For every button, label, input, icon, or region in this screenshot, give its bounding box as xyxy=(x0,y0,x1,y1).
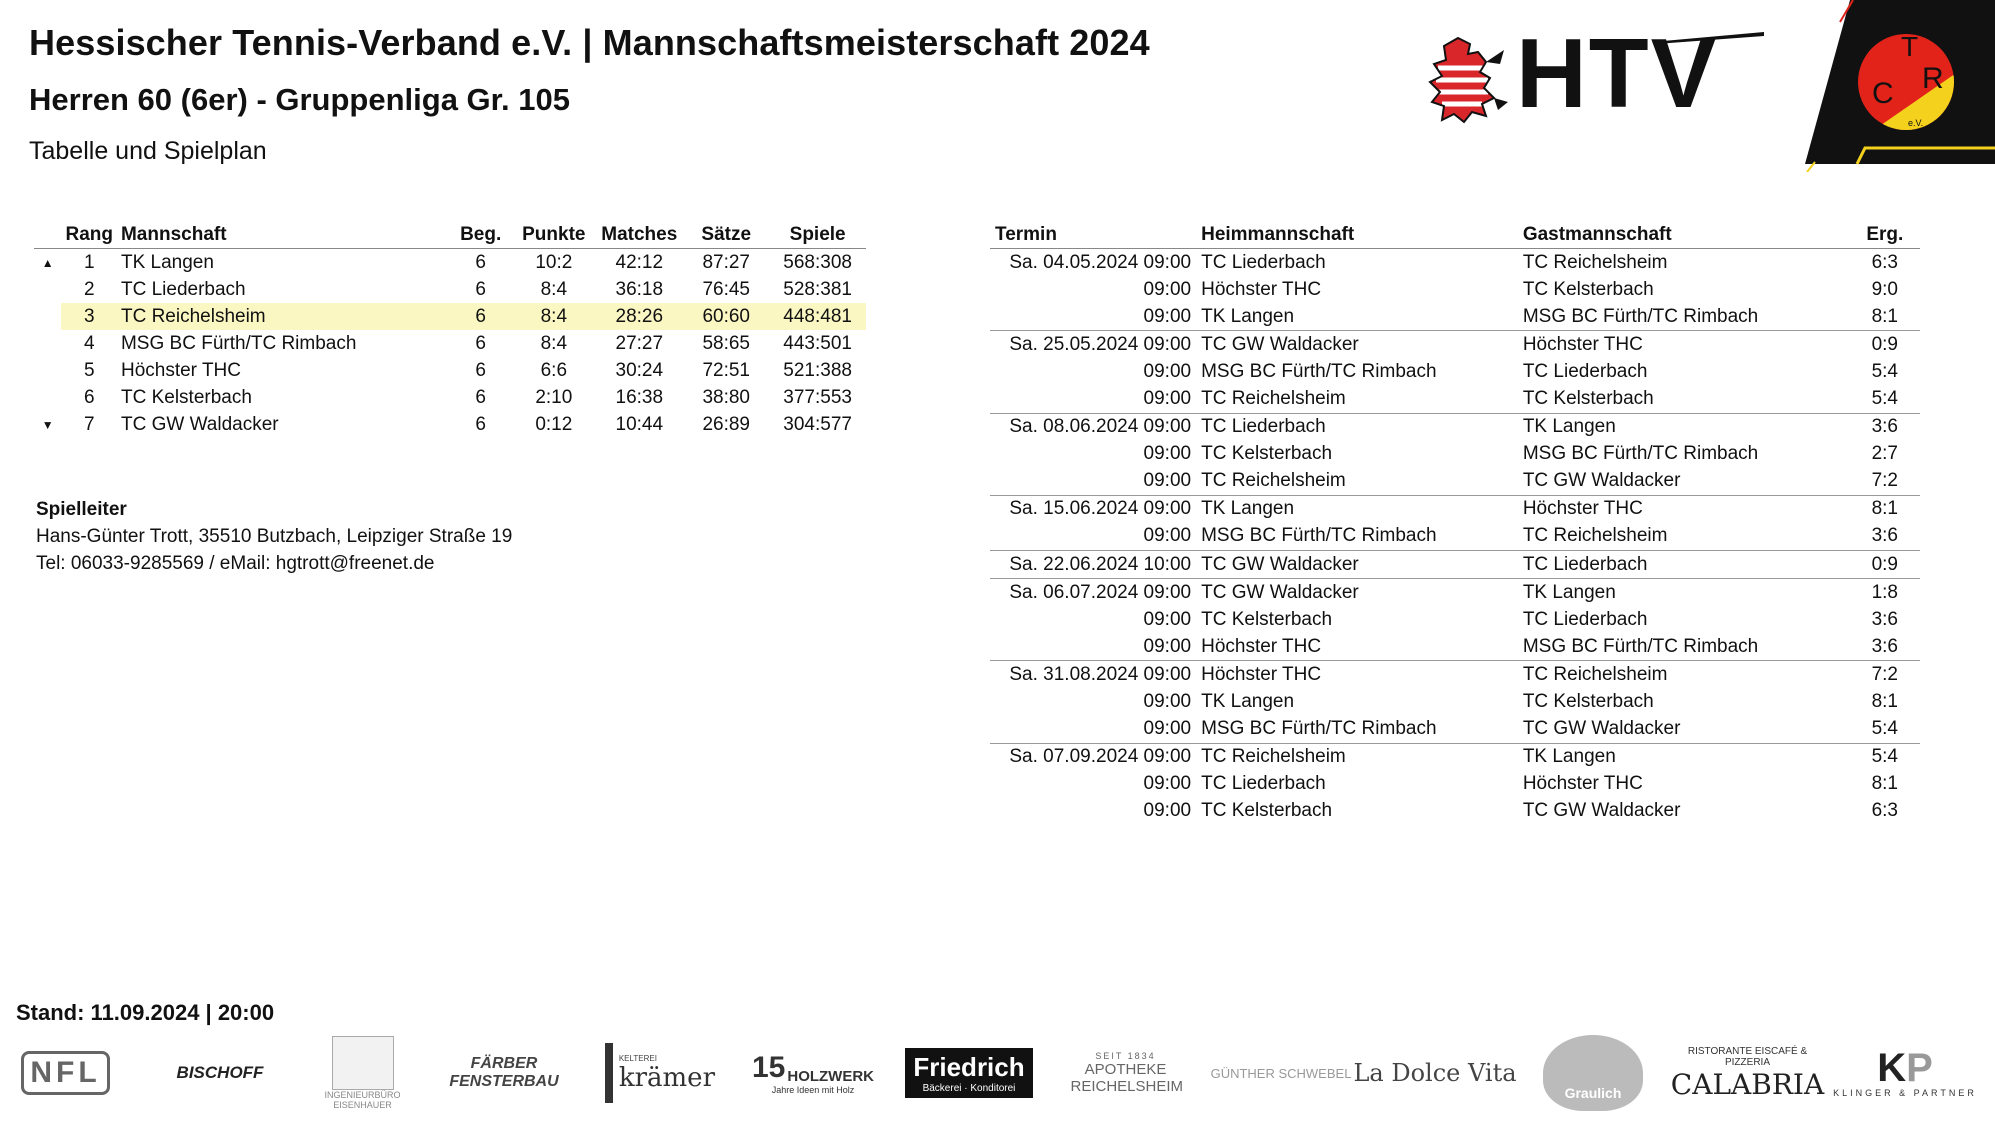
schedule-home-team: TC Liederbach xyxy=(1196,413,1518,441)
schedule-termin: 09:00 xyxy=(1143,305,1192,327)
col-header-erg: Erg. xyxy=(1850,222,1920,249)
schedule-away-team: TC Kelsterbach xyxy=(1522,691,1654,713)
col-header-gast: Gastmannschaft xyxy=(1518,222,1850,249)
col-header-rang: Rang xyxy=(61,222,117,249)
schedule-termin: Sa. 31.08.2024 09:00 xyxy=(990,661,1196,689)
standings-saetze: 76:45 xyxy=(702,278,750,300)
htv-logo xyxy=(1424,18,1764,128)
schedule-home-team: TK Langen xyxy=(1201,691,1295,713)
standings-team: TK Langen xyxy=(120,251,214,273)
schedule-row xyxy=(990,385,1920,413)
standings-team: MSG BC Fürth/TC Rimbach xyxy=(120,332,357,354)
standings-row xyxy=(34,276,866,303)
schedule-result: 3:6 xyxy=(1871,608,1898,630)
sponsor-klinger-logo: KP KLINGER & PARTNER xyxy=(1833,1046,1977,1098)
schedule-away-team: TC Kelsterbach xyxy=(1522,278,1654,300)
schedule-termin: 09:00 xyxy=(1143,635,1192,657)
schedule-termin: 09:00 xyxy=(1143,388,1192,410)
schedule-termin: 09:00 xyxy=(1143,525,1192,547)
schedule-away-team: TC Kelsterbach xyxy=(1522,388,1654,410)
schedule-row xyxy=(990,358,1920,385)
page-title: Hessischer Tennis-Verband e.V. | Mannschaftsmeisterschaft 2024 xyxy=(29,22,1150,63)
standings-matches: 27:27 xyxy=(615,332,664,354)
sponsor-schwebel-logo: GÜNTHER SCHWEBEL xyxy=(1210,1065,1352,1081)
schedule-away-team: Höchster THC xyxy=(1522,773,1643,795)
col-header-mannschaft: Mannschaft xyxy=(117,222,449,249)
schedule-home-team: Höchster THC xyxy=(1201,635,1322,657)
col-header-heim: Heimmannschaft xyxy=(1196,222,1518,249)
schedule-termin: Sa. 22.06.2024 10:00 xyxy=(990,551,1196,579)
schedule-result: 1:8 xyxy=(1850,579,1920,607)
schedule-row xyxy=(990,468,1920,496)
schedule-away-team: TC Reichelsheim xyxy=(1518,661,1850,689)
schedule-row xyxy=(990,606,1920,633)
schedule-result: 2:7 xyxy=(1871,443,1898,465)
schedule-termin: 09:00 xyxy=(1143,691,1192,713)
standings-table xyxy=(34,222,866,438)
sponsor-bar xyxy=(0,1028,1995,1122)
schedule-row xyxy=(990,743,1920,771)
schedule-result: 3:6 xyxy=(1850,413,1920,441)
schedule-away-team: TC Reichelsheim xyxy=(1522,525,1668,547)
sponsor-kraemer-logo: KELTEREI krämer xyxy=(605,1028,715,1118)
schedule-termin: 09:00 xyxy=(1143,443,1192,465)
schedule-away-team: TC Liederbach xyxy=(1522,360,1648,382)
standings-beg: 6 xyxy=(475,386,486,408)
col-header-punkte: Punkte xyxy=(512,222,595,249)
sponsor-holzwerk-logo: 15 HOLZWERK Jahre Ideen mit Holz xyxy=(751,1051,875,1095)
standings-punkte: 8:4 xyxy=(512,303,595,330)
schedule-result: 7:2 xyxy=(1850,661,1920,689)
standings-header-row xyxy=(34,222,866,249)
schedule-away-team: TC Reichelsheim xyxy=(1522,251,1668,273)
standings-row xyxy=(34,330,866,357)
lion-icon xyxy=(1424,32,1510,128)
schedule-result: 7:2 xyxy=(1871,470,1898,492)
standings-punkte: 6:6 xyxy=(540,359,568,381)
sponsor-nfl-logo: NFL xyxy=(8,1028,123,1118)
standings-beg: 6 xyxy=(475,359,486,381)
sponsor-dolcevita-logo: La Dolce Vita xyxy=(1353,1059,1517,1087)
standings-beg: 6 xyxy=(475,278,486,300)
schedule-home-team: MSG BC Fürth/TC Rimbach xyxy=(1201,718,1437,740)
schedule-result: 8:1 xyxy=(1850,495,1920,523)
standings-spiele: 521:388 xyxy=(783,359,852,381)
schedule-home-team: TK Langen xyxy=(1196,495,1518,523)
spielleiter-heading: Spielleiter xyxy=(36,499,127,520)
schedule-result: 0:9 xyxy=(1850,551,1920,579)
standings-trend-icon xyxy=(34,330,61,357)
standings-punkte: 8:4 xyxy=(540,332,568,354)
schedule-result: 5:4 xyxy=(1850,743,1920,771)
spielleiter-contact: Tel: 06033-9285569 / eMail: hgtrott@freenet.de xyxy=(36,553,435,574)
schedule-home-team: TC GW Waldacker xyxy=(1196,331,1518,359)
schedule-result: 8:1 xyxy=(1871,773,1898,795)
schedule-row xyxy=(990,276,1920,303)
schedule-row xyxy=(990,495,1920,523)
standings-beg: 6 xyxy=(475,332,486,354)
schedule-row xyxy=(990,716,1920,744)
stand-timestamp: Stand: 11.09.2024 | 20:00 xyxy=(16,1000,275,1025)
standings-spiele: 443:501 xyxy=(783,332,852,354)
standings-trend-icon: ▼ xyxy=(41,417,54,432)
schedule-termin: 09:00 xyxy=(1143,360,1192,382)
standings-team: TC Kelsterbach xyxy=(120,386,252,408)
sponsor-eisenhauer-logo: INGENIEURBÜRO EISENHAUER xyxy=(320,1028,405,1118)
schedule-termin: 09:00 xyxy=(1143,718,1192,740)
trend-col-header xyxy=(34,222,61,249)
schedule-table xyxy=(990,222,1920,825)
schedule-home-team: TC Reichelsheim xyxy=(1201,388,1346,410)
standings-trend-icon xyxy=(34,303,61,330)
standings-rank: 1 xyxy=(83,251,95,273)
standings-saetze: 38:80 xyxy=(702,386,750,408)
svg-text:C: C xyxy=(1872,77,1894,110)
standings-trend-icon xyxy=(34,276,61,303)
htv-swoosh xyxy=(1652,32,1764,44)
schedule-row xyxy=(990,661,1920,689)
sponsor-faerber-logo: FÄRBER FENSTERBAU xyxy=(449,1055,559,1090)
col-header-saetze: Sätze xyxy=(683,222,769,249)
schedule-home-team: MSG BC Fürth/TC Rimbach xyxy=(1201,525,1437,547)
schedule-result: 8:1 xyxy=(1871,691,1898,713)
standings-matches: 10:44 xyxy=(615,413,664,435)
spielleiter-block xyxy=(36,496,512,577)
sponsor-apotheke-logo: SEIT 1834 APOTHEKE REICHELSHEIM xyxy=(1070,1051,1184,1095)
standings-rank: 4 xyxy=(83,332,95,354)
standings-trend-icon: ▲ xyxy=(41,255,54,270)
schedule-away-team: TK Langen xyxy=(1518,413,1850,441)
schedule-home-team: TC Reichelsheim xyxy=(1196,743,1518,771)
col-header-spiele: Spiele xyxy=(769,222,866,249)
standings-matches: 28:26 xyxy=(595,303,683,330)
sponsor-bischoff-logo: BISCHOFF xyxy=(176,1063,264,1082)
standings-beg: 6 xyxy=(475,413,486,435)
schedule-result: 5:4 xyxy=(1871,718,1898,740)
schedule-termin: 09:00 xyxy=(1143,470,1192,492)
schedule-row xyxy=(990,579,1920,607)
standings-row xyxy=(34,411,866,438)
schedule-away-team: TC GW Waldacker xyxy=(1522,800,1681,822)
standings-row xyxy=(34,303,866,330)
standings-matches: 42:12 xyxy=(615,251,664,273)
col-header-matches: Matches xyxy=(595,222,683,249)
sponsor-calabria-logo: RISTORANTE EISCAFÉ & PIZZERIA CALABRIA xyxy=(1670,1045,1825,1101)
standings-row xyxy=(34,384,866,411)
standings-row xyxy=(34,357,866,384)
standings-trend-icon xyxy=(34,384,61,411)
schedule-away-team: MSG BC Fürth/TC Rimbach xyxy=(1522,443,1759,465)
schedule-termin: Sa. 25.05.2024 09:00 xyxy=(990,331,1196,359)
schedule-termin: Sa. 07.09.2024 09:00 xyxy=(990,743,1196,771)
section-subtitle: Tabelle und Spielplan xyxy=(29,137,267,165)
schedule-home-team: TC Reichelsheim xyxy=(1201,470,1346,492)
schedule-result: 5:4 xyxy=(1871,360,1898,382)
schedule-row xyxy=(990,523,1920,551)
schedule-row xyxy=(990,249,1920,277)
standings-matches: 36:18 xyxy=(615,278,664,300)
svg-text:R: R xyxy=(1922,62,1944,95)
schedule-termin: 09:00 xyxy=(1143,278,1192,300)
schedule-away-team: TC Liederbach xyxy=(1518,551,1850,579)
standings-spiele: 528:381 xyxy=(783,278,852,300)
schedule-away-team: MSG BC Fürth/TC Rimbach xyxy=(1522,305,1759,327)
schedule-result: 6:3 xyxy=(1871,800,1898,822)
sponsor-friedrich-logo: Friedrich Bäckerei · Konditorei xyxy=(910,1028,1028,1118)
standings-punkte: 8:4 xyxy=(540,278,568,300)
standings-trend-icon xyxy=(34,357,61,384)
standings-saetze: 72:51 xyxy=(702,359,750,381)
standings-team: Höchster THC xyxy=(120,359,241,381)
standings-spiele: 304:577 xyxy=(783,413,852,435)
schedule-termin: 09:00 xyxy=(1143,800,1192,822)
standings-beg: 6 xyxy=(449,303,512,330)
tcr-club-logo xyxy=(1805,0,1995,172)
standings-rank: 2 xyxy=(83,278,95,300)
schedule-away-team: Höchster THC xyxy=(1518,495,1850,523)
svg-text:T: T xyxy=(1901,31,1919,62)
standings-saetze: 26:89 xyxy=(702,413,750,435)
standings-punkte: 2:10 xyxy=(535,386,573,408)
schedule-termin: 09:00 xyxy=(1143,608,1192,630)
standings-row xyxy=(34,249,866,277)
schedule-row xyxy=(990,771,1920,798)
schedule-away-team: Höchster THC xyxy=(1518,331,1850,359)
schedule-termin: Sa. 15.06.2024 09:00 xyxy=(990,495,1196,523)
standings-saetze: 60:60 xyxy=(683,303,769,330)
schedule-away-team: TC Liederbach xyxy=(1522,608,1648,630)
schedule-away-team: MSG BC Fürth/TC Rimbach xyxy=(1522,635,1759,657)
standings-spiele: 448:481 xyxy=(769,303,866,330)
standings-spiele: 377:553 xyxy=(783,386,852,408)
standings-matches: 30:24 xyxy=(615,359,664,381)
schedule-home-team: TC Kelsterbach xyxy=(1201,800,1333,822)
schedule-row xyxy=(990,798,1920,825)
schedule-home-team: TC Liederbach xyxy=(1201,773,1326,795)
schedule-home-team: MSG BC Fürth/TC Rimbach xyxy=(1201,360,1437,382)
schedule-row xyxy=(990,303,1920,331)
schedule-result: 9:0 xyxy=(1871,278,1898,300)
schedule-result: 0:9 xyxy=(1850,331,1920,359)
schedule-row xyxy=(990,413,1920,441)
schedule-result: 8:1 xyxy=(1871,305,1898,327)
standings-spiele: 568:308 xyxy=(783,251,852,273)
schedule-away-team: TK Langen xyxy=(1518,743,1850,771)
schedule-home-team: TC Kelsterbach xyxy=(1201,608,1333,630)
standings-beg: 6 xyxy=(475,251,486,273)
htv-wordmark: HTV xyxy=(1516,18,1718,128)
schedule-away-team: TC GW Waldacker xyxy=(1522,470,1681,492)
schedule-home-team: Höchster THC xyxy=(1201,278,1322,300)
standings-rank: 3 xyxy=(61,303,117,330)
standings-team: TC Reichelsheim xyxy=(117,303,449,330)
schedule-home-team: Höchster THC xyxy=(1196,661,1518,689)
league-subtitle: Herren 60 (6er) - Gruppenliga Gr. 105 xyxy=(29,82,570,117)
schedule-away-team: TC GW Waldacker xyxy=(1522,718,1681,740)
schedule-home-team: TC Kelsterbach xyxy=(1201,443,1333,465)
schedule-result: 3:6 xyxy=(1871,525,1898,547)
standings-rank: 6 xyxy=(83,386,95,408)
schedule-result: 5:4 xyxy=(1871,388,1898,410)
schedule-home-team: TK Langen xyxy=(1201,305,1295,327)
standings-matches: 16:38 xyxy=(615,386,664,408)
schedule-home-team: TC GW Waldacker xyxy=(1196,551,1518,579)
standings-punkte: 10:2 xyxy=(535,251,573,273)
sponsor-graulich-logo: Graulich xyxy=(1538,1028,1648,1118)
spielleiter-address: Hans-Günter Trott, 35510 Butzbach, Leipziger Straße 19 xyxy=(36,526,513,547)
schedule-row xyxy=(990,689,1920,716)
standings-team: TC GW Waldacker xyxy=(120,413,279,435)
schedule-termin: Sa. 08.06.2024 09:00 xyxy=(990,413,1196,441)
col-header-termin: Termin xyxy=(990,222,1196,249)
schedule-row xyxy=(990,441,1920,468)
schedule-row xyxy=(990,331,1920,359)
standings-saetze: 58:65 xyxy=(702,332,750,354)
schedule-away-team: TK Langen xyxy=(1518,579,1850,607)
schedule-row xyxy=(990,551,1920,579)
schedule-termin: Sa. 06.07.2024 09:00 xyxy=(990,579,1196,607)
standings-punkte: 0:12 xyxy=(535,413,573,435)
schedule-row xyxy=(990,633,1920,661)
standings-team: TC Liederbach xyxy=(120,278,246,300)
schedule-home-team: TC GW Waldacker xyxy=(1196,579,1518,607)
schedule-termin: 09:00 xyxy=(1143,773,1192,795)
standings-rank: 7 xyxy=(83,413,95,435)
standings-rank: 5 xyxy=(83,359,95,381)
col-header-beg: Beg. xyxy=(449,222,512,249)
schedule-termin: Sa. 04.05.2024 09:00 xyxy=(1009,251,1192,273)
schedule-header-row xyxy=(990,222,1920,249)
standings-saetze: 87:27 xyxy=(702,251,750,273)
svg-text:e.V.: e.V. xyxy=(1908,118,1924,128)
schedule-result: 6:3 xyxy=(1871,251,1898,273)
schedule-result: 3:6 xyxy=(1871,635,1898,657)
schedule-home-team: TC Liederbach xyxy=(1201,251,1326,273)
